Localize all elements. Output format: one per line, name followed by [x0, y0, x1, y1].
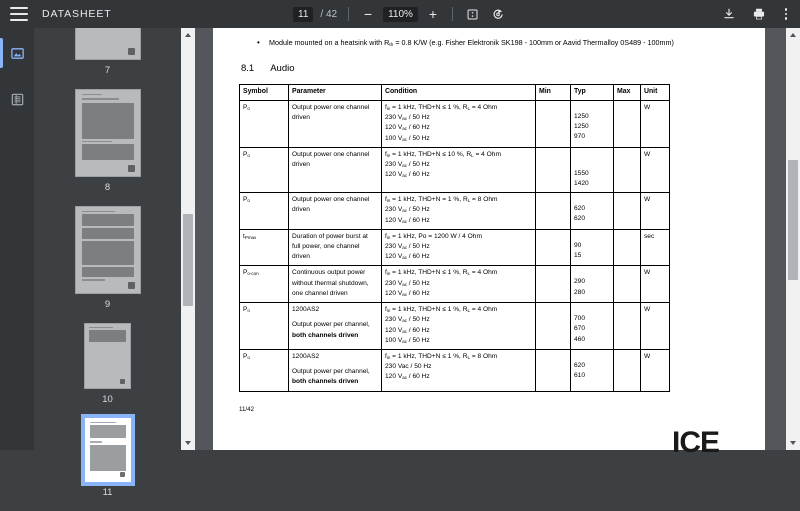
col-unit: Unit	[641, 85, 670, 101]
cell-parameter: Output power one channel driven	[289, 147, 382, 192]
thumbnail-stamp	[128, 282, 135, 289]
page-content	[213, 28, 765, 413]
col-symbol: Symbol	[240, 85, 289, 101]
cell-unit: W	[641, 193, 670, 230]
table-body	[240, 100, 670, 391]
cell-unit: sec	[641, 229, 670, 266]
cell-min	[536, 350, 571, 392]
thumbnail-label: 11	[102, 487, 113, 498]
pdf-page-viewer	[195, 28, 800, 459]
zoom-level-display[interactable]: 110%	[383, 7, 418, 22]
left-rail	[0, 28, 34, 450]
scroll-up-arrow[interactable]	[786, 28, 800, 42]
top-toolbar	[0, 0, 800, 28]
thumbnail-stamp	[128, 48, 135, 55]
thumbnail-label: 8	[104, 182, 111, 193]
cell-min	[536, 147, 571, 192]
cell-condition: $f_{in} = 1$ kHz, THD+N = 1 %, $R_L = 8$ Ohm 230 $V_{ac} / 50$ Hz 120 $V_{ac} / 60$ Hz	[382, 193, 536, 230]
col-parameter: Parameter	[289, 85, 382, 101]
thumbnail-page-image[interactable]	[75, 206, 141, 294]
cell-unit: W	[641, 147, 670, 192]
cell-min	[536, 266, 571, 303]
thumbnail-stamp	[120, 472, 125, 477]
scrollbar-thumb[interactable]	[183, 214, 193, 306]
document-outline-icon	[10, 92, 25, 107]
toolbar-divider	[452, 7, 453, 21]
thumbnail-label: 7	[104, 65, 111, 76]
table-row	[240, 100, 670, 147]
hamburger-icon[interactable]	[10, 7, 28, 21]
toolbar-left-group	[0, 7, 112, 21]
cell-parameter: Output power one channel driven	[289, 193, 382, 230]
cell-min	[536, 100, 571, 147]
scroll-down-arrow[interactable]	[786, 436, 800, 450]
bullet-item	[235, 38, 743, 49]
table-row	[240, 266, 670, 303]
thumbnail-stamp	[128, 165, 135, 172]
toolbar-divider	[348, 7, 349, 21]
cell-unit: W	[641, 100, 670, 147]
print-icon[interactable]	[750, 5, 768, 23]
thumbnail-icon	[10, 46, 25, 61]
list-item[interactable]	[34, 323, 181, 418]
thumbnail-pane-scrollbar[interactable]	[181, 28, 195, 450]
col-min: Min	[536, 85, 571, 101]
cell-symbol: $P_o$	[240, 193, 289, 230]
list-item[interactable]	[34, 418, 181, 511]
cell-max	[614, 266, 641, 303]
list-item[interactable]	[34, 89, 181, 206]
cell-typ: 90 15	[571, 229, 614, 266]
scroll-up-arrow[interactable]	[181, 28, 195, 42]
toolbar-right-group	[720, 5, 793, 23]
thumbnail-list	[34, 0, 181, 511]
section-title: Audio	[270, 63, 295, 75]
thumbnail-page-image[interactable]	[84, 323, 131, 389]
pdf-page	[213, 28, 765, 459]
cell-unit: W	[641, 266, 670, 303]
cell-typ: 620 620	[571, 193, 614, 230]
table-row	[240, 193, 670, 230]
audio-spec-table	[239, 84, 670, 392]
cell-unit: W	[641, 350, 670, 392]
cell-parameter: Continuous output power without thermal shutdown, one channel driven	[289, 266, 382, 303]
download-icon[interactable]	[720, 5, 738, 23]
cell-typ: 700 670 460	[571, 303, 614, 350]
cell-symbol: $P_o$	[240, 147, 289, 192]
cell-min	[536, 193, 571, 230]
cell-parameter: Duration of power burst at full power, one channel driven	[289, 229, 382, 266]
col-condition: Condition	[382, 85, 536, 101]
table-row	[240, 229, 670, 266]
list-item[interactable]	[34, 206, 181, 323]
cell-symbol: $t_{Pmax}$	[240, 229, 289, 266]
more-options-icon[interactable]	[780, 6, 793, 22]
sidebar-item-outline-view[interactable]	[0, 82, 34, 116]
zoom-in-button[interactable]: +	[428, 6, 438, 22]
section-number: 8.1	[241, 63, 255, 75]
cell-min	[536, 303, 571, 350]
thumbnail-label: 10	[102, 394, 113, 405]
thumbnail-page-image[interactable]	[75, 89, 141, 177]
cell-typ: 1550 1420	[571, 147, 614, 192]
cell-typ: 1250 1250 970	[571, 100, 614, 147]
cell-condition: $f_{in} = 1$ kHz, THD+N ≤ 1 %, $R_L = 4$ Ohm 230 $V_{ac} / 50$ Hz 120 $V_{ac} / 60$ Hz	[382, 266, 536, 303]
current-page-input[interactable]: 11	[293, 7, 313, 22]
cell-max	[614, 147, 641, 192]
viewer-scrollbar[interactable]	[786, 28, 800, 450]
table-header-row	[240, 85, 670, 101]
thumbnail-page-image-selected[interactable]	[85, 418, 131, 482]
cell-typ: 290 280	[571, 266, 614, 303]
cell-min	[536, 229, 571, 266]
cell-max	[614, 229, 641, 266]
cell-symbol: $P_o$	[240, 100, 289, 147]
cell-symbol: $P_o$	[240, 303, 289, 350]
col-typ: Typ	[571, 85, 614, 101]
cell-typ: 620 610	[571, 350, 614, 392]
cell-parameter: 1200AS2 Output power per channel, both channels driven	[289, 303, 382, 350]
sidebar-item-thumbnail-view[interactable]	[0, 36, 34, 70]
bullet-text-a: Module mounted on a heatsink with R	[269, 38, 390, 47]
page-footer-number: 11/42	[239, 405, 255, 413]
cell-symbol: $P_{o-con}$	[240, 266, 289, 303]
table-row	[240, 350, 670, 392]
section-heading	[241, 63, 743, 74]
toolbar-center-group	[293, 5, 507, 23]
scrollbar-thumb[interactable]	[788, 160, 798, 280]
bullet-text	[269, 38, 743, 49]
cell-symbol: $P_o$	[240, 350, 289, 392]
thumbnail-stamp	[120, 379, 125, 384]
table-row	[240, 147, 670, 192]
col-max: Max	[614, 85, 641, 101]
cell-parameter: Output power one channel driven	[289, 100, 382, 147]
thumbnail-pane	[34, 28, 195, 498]
rotate-icon[interactable]	[489, 5, 507, 23]
bullet-subscript: th	[389, 43, 394, 49]
cell-max	[614, 100, 641, 147]
cell-max	[614, 303, 641, 350]
cell-condition: $f_{in} = 1$ kHz, THD+N ≤ 10 %, $R_L = 4$ Ohm 230 $V_{ac} / 50$ Hz 120 $V_{ac} / 60$ Hz	[382, 147, 536, 192]
cell-unit: W	[641, 303, 670, 350]
cell-condition: $f_{in} = 1$ kHz, THD+N ≤ 1 %, $R_L = 8$ Ohm 230 Vac / 50 Hz 120 $V_{ac} / 60$ Hz	[382, 350, 536, 392]
document-title: DATASHEET	[42, 8, 112, 20]
bullet-marker: •	[257, 38, 260, 47]
cell-condition: $f_{in} = 1$ kHz, THD+N ≤ 1 %, $R_L = 4$ Ohm 230 $V_{ac} / 50$ Hz 120 $V_{ac} / 60$ Hz 100 $V_{ac} / 50$ Hz	[382, 100, 536, 147]
cell-condition: $f_{in} = 1$ kHz, Po = 1200 W / 4 Ohm 230 $V_{ac} / 50$ Hz 120 $V_{ac} / 60$ Hz	[382, 229, 536, 266]
table-row	[240, 303, 670, 350]
cell-max	[614, 350, 641, 392]
bullet-text-b: = 0.8 K/W (e.g. Fisher Elektronik SK198 - 100mm or Aavid Thermalloy 0S489 - 100mm)	[393, 38, 674, 47]
zoom-out-button[interactable]: −	[364, 6, 373, 22]
fit-to-page-icon[interactable]	[464, 5, 482, 23]
thumbnail-label: 9	[104, 299, 111, 310]
cell-parameter: 1200AS2 Output power per channel, both channels driven	[289, 350, 382, 392]
scroll-down-arrow[interactable]	[181, 436, 195, 450]
company-logo: ICE	[671, 426, 719, 459]
cell-max	[614, 193, 641, 230]
cell-condition: $f_{in} = 1$ kHz, THD+N ≤ 1 %, $R_L = 4$ Ohm 230 $V_{ac} / 50$ Hz 120 $V_{ac} / 60$ Hz 100 $V_{ac} / 50$ Hz	[382, 303, 536, 350]
page-total-label: / 42	[320, 8, 338, 20]
